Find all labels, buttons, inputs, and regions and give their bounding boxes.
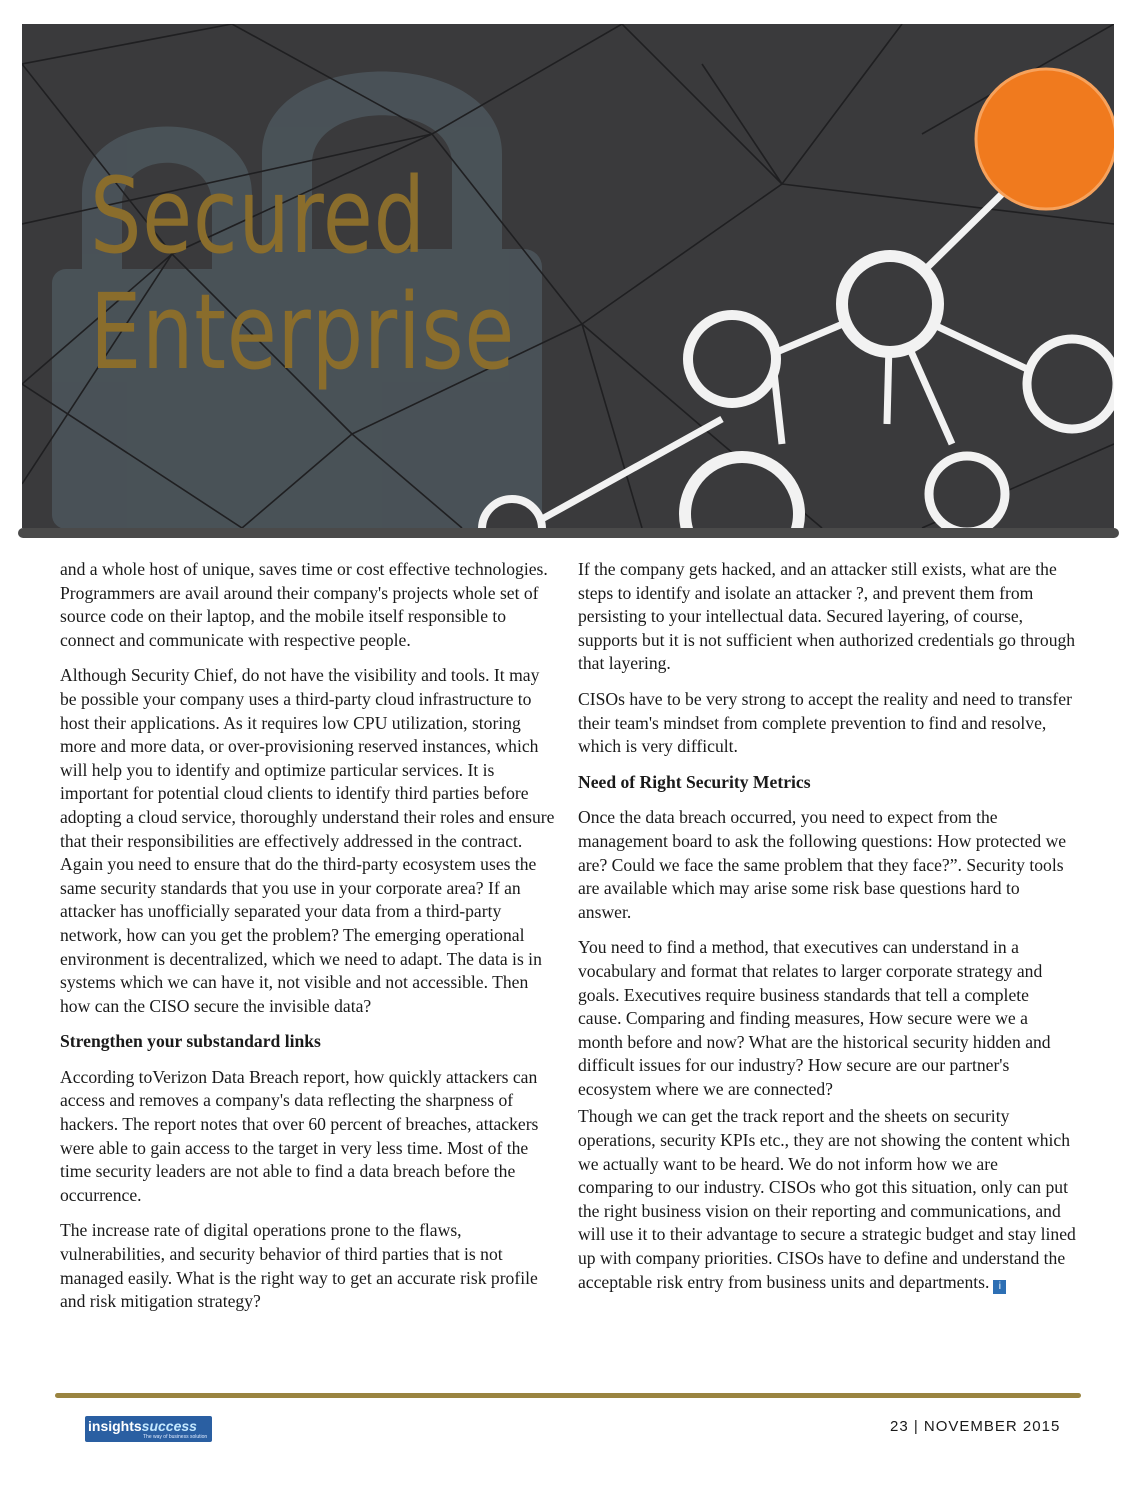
network-node [842,256,938,352]
network-node [929,456,1005,528]
logo-tagline: The way of business solution [143,1434,208,1440]
paragraph: The increase rate of digital operations prone to the flaws, vulnerabilities, and security behavior of third parties that is not managed easily. What is the right way to get an accurate risk profile and risk mitigation strategy? [60,1220,538,1312]
network-node [1027,339,1114,429]
paragraph: If the company gets hacked, and an attacker still exists, what are the steps to identify and isolate an attacker ?, and prevent them from persisting to your intellectual data. Secured layering, of course, supports but it is not sufficient when authorized credentials go through that layering. [578,559,1076,674]
end-mark-icon: i [993,1280,1006,1294]
network-node [688,315,776,403]
logo-text-insights: insights [88,1418,142,1434]
network-node [482,499,542,528]
paragraph: You need to find a method, that executives can understand in a vocabulary and format that relates to larger corporate strategy and goals. Executives require business standards that tell a complete cause. Comparing and finding measures, How secure were we a month before and now? What are the historical security hidden and difficult issues for our industry? How secure are our partner's ecosystem where we are connected? [578,937,1051,1099]
page-number-date: 23 | NOVEMBER 2015 [890,1418,1061,1435]
banner-title: Secured Enterprise [90,155,516,393]
paragraph: CISOs have to be very strong to accept the reality and need to transfer their team's mindset from complete prevention to find and resolve, which is very difficult. [578,688,1072,757]
paragraph: Once the data breach occurred, you need to expect from the management board to ask the following questions: How protected we are? Could we face the same problem that they face?”. Security tools are available which may arise some risk base questions hard to answer. [578,807,1067,922]
orange-node [976,69,1114,209]
section-heading: Need of Right Security Metrics [578,771,811,792]
right-column [578,558,1076,1306]
logo-text-success: success [141,1418,197,1434]
paragraph: Although Security Chief, do not have the visibility and tools. It may be possible your company uses a third-party cloud infrastructure to host their applications. As it requires low CPU utilization, storing more and more data, or over-provisioning reserved instances, which will help you to identify and optimize particular services. It is important for potential cloud clients to identify third parties before adopting a cloud service, thoroughly understand their roles and ensure that their responsibilities are effectively addressed in the contract. Again you need to ensure that do the third-party ecosystem uses the same security standards that you use in your corporate area? If an attacker has unofficially separated your data from a third-party network, how can you get the problem? The emerging operational environment is decentralized, which we need to adapt. The data is in systems which we can have it, not visible and not accessible. Then how can the CISO secure the invisible data? [60,665,555,1016]
paragraph: and a whole host of unique, saves time or cost effective technologies. Programmers are avail around their company's projects whole set of source code on their laptop, and the mobile itself responsible to connect and communicate with respective people. [60,559,548,650]
network-node [685,457,799,528]
footer-rule [55,1393,1081,1398]
paragraph-text: Though we can get the track report and the sheets on security operations, security KPIs etc., they are not showing the content which we actually want to be heard. We do not inform how we are comparing to our industry. CISOs who got this situation, only can put the right business vision on their reporting and communications, and will use it to their advantage to secure a strategic budget and stay lined up with company priorities. CISOs have to define and understand the acceptable risk entry from business units and departments. [578,1106,1076,1292]
left-column [60,558,560,1326]
hero-banner [22,24,1114,528]
paragraph: According toVerizon Data Breach report, how quickly attackers can access and removes a company's data reflecting the sharpness of hackers. The report notes that over 60 percent of breaches, attackers were able to gain access to the target in very less time. Most of the time security leaders are not able to find a data breach before the occurrence. [60,1066,539,1205]
banner-bottom-bar [18,528,1119,538]
paragraph [578,1105,1076,1294]
section-heading: Strengthen your substandard links [60,1031,321,1052]
insights-success-logo [85,1416,212,1442]
